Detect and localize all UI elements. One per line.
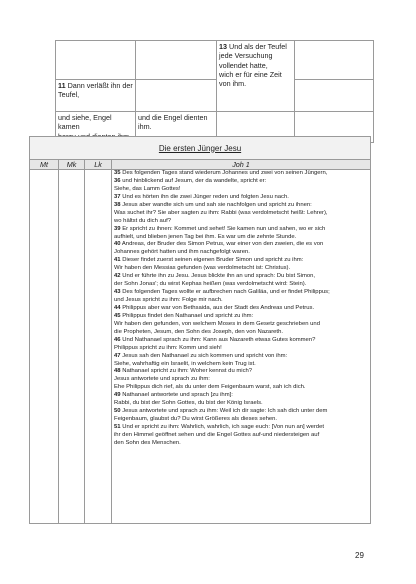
section-title-cell bbox=[30, 137, 371, 160]
cell-joh-empty-2 bbox=[295, 80, 374, 112]
verse-text: Jesus antwortete und sprach zu ihm: Weil ich dir sagte: Ich sah dich unter dem bbox=[122, 408, 328, 415]
verse-lines bbox=[114, 170, 368, 448]
verse-number: 49 bbox=[114, 392, 121, 399]
col-header-mk: Mk bbox=[59, 160, 85, 170]
verse-line bbox=[114, 313, 368, 321]
verse-text: aufhielt, und blieben jenen Tag bei ihm. Es war um die zehnte Stunde. bbox=[114, 233, 297, 240]
verse-number: 41 bbox=[114, 257, 121, 264]
verse-line bbox=[114, 186, 368, 194]
verse-text: ihm. bbox=[138, 122, 152, 132]
verse-text: ihr den Himmel geöffnet sehen und die Engel Gottes auf-und niedersteigen auf bbox=[114, 431, 320, 438]
verse-line bbox=[114, 353, 368, 361]
verse-line bbox=[114, 440, 368, 448]
parallel-table-disciples bbox=[29, 136, 371, 524]
verse-text: Johannes gehört hatten und ihm nachgefolgt waren. bbox=[114, 249, 250, 256]
verse-line bbox=[114, 281, 368, 289]
verse-number: 51 bbox=[114, 424, 121, 430]
verse-text: Des folgenden Tages stand wiederum Johannes und zwei von seinen Jüngern, bbox=[122, 170, 328, 176]
verse-text: Ehe Philippus dich rief, als du unter dem Feigenbaum warst, sah ich dich. bbox=[114, 384, 306, 391]
verse-text: und hinblickend auf Jesum, der da wandelte, spricht er: bbox=[122, 177, 267, 184]
verse-text: von ihm. bbox=[219, 79, 247, 89]
page-number: 29 bbox=[355, 551, 364, 560]
cell-mk-body bbox=[59, 170, 85, 524]
cell-lk-body bbox=[85, 170, 112, 524]
verse-number: 47 bbox=[114, 352, 121, 359]
verse-text: Und Nathanael sprach zu ihm: Kann aus Nazareth etwas Gutes kommen? bbox=[122, 336, 316, 343]
col-header-mt: Mt bbox=[30, 160, 59, 170]
verse-number: 38 bbox=[114, 201, 121, 208]
verse-line bbox=[114, 234, 368, 242]
verse-number: 45 bbox=[114, 312, 121, 319]
verse-line bbox=[114, 400, 368, 408]
verse-text: Andreas, der Bruder des Simon Petrus, war einer von den zweien, die es von bbox=[121, 241, 324, 248]
verse-number: 48 bbox=[114, 368, 121, 375]
verse-text: und die Engel dienten bbox=[138, 113, 208, 122]
verse-text: Er spricht zu ihnen: Kommet und sehet! Sie kamen nun und sahen, wo er sich bbox=[122, 225, 326, 232]
verse-number: 44 bbox=[114, 304, 121, 311]
verse-text: Philippus spricht zu ihm: Komm und sieh! bbox=[114, 344, 222, 351]
verse-number: 37 bbox=[114, 193, 121, 200]
verse-line bbox=[114, 202, 368, 210]
verse-text: Und als der Teufel bbox=[229, 42, 287, 51]
verse-line bbox=[114, 321, 368, 329]
cell-joh-empty bbox=[295, 41, 374, 80]
verse-line bbox=[114, 218, 368, 226]
verse-text: jede Versuchung bbox=[219, 51, 273, 61]
verse-text: Siehe, wahrhaftig ein Israelit, in welchem kein Trug ist. bbox=[114, 360, 256, 367]
verse-line bbox=[114, 257, 368, 265]
verse-number: 40 bbox=[114, 241, 121, 248]
verse-text: Was suchet ihr? Sie aber sagten zu ihm: Rabbi (was verdolmetscht heißt: Lehrer), bbox=[114, 209, 328, 216]
verse-line bbox=[114, 361, 368, 369]
verse-text: Jesus sah den Nathanael zu sich kommen und spricht von ihm: bbox=[122, 352, 288, 359]
verse-text: Jesus antwortete und sprach zu ihm: bbox=[114, 376, 210, 383]
verse-line bbox=[114, 416, 368, 424]
verse-text: vollendet hatte, bbox=[219, 60, 268, 70]
verse-line bbox=[114, 289, 368, 297]
cell-mt-body bbox=[30, 170, 59, 524]
verse-number: 46 bbox=[114, 336, 121, 343]
verse-line bbox=[114, 170, 368, 178]
verse-text: Jesus aber wandte sich um und sah sie nachfolgen und spricht zu ihnen: bbox=[122, 201, 312, 208]
verse-line bbox=[114, 305, 368, 313]
verse-text: Des folgenden Tages wollte er aufbrechen nach Galiläa, und er findet Philippus; bbox=[122, 289, 330, 296]
verse-number: 39 bbox=[114, 225, 121, 232]
verse-number: 36 bbox=[114, 177, 121, 184]
cell-joh-body bbox=[112, 170, 371, 524]
verse-text: der Sohn Jonas'; du wirst Kephas heißen (was verdolmetscht wird: Stein). bbox=[114, 281, 307, 288]
cell-mk-empty bbox=[136, 41, 217, 80]
verse-text: wich er für eine Zeit bbox=[219, 69, 282, 79]
verse-line bbox=[114, 337, 368, 345]
verse-line bbox=[114, 265, 368, 273]
verse-text: Und er führte ihn zu Jesu. Jesus blickte ihn an und sprach: Du bist Simon, bbox=[122, 273, 316, 280]
verse-number: 11 bbox=[58, 81, 66, 90]
verse-number: 50 bbox=[114, 408, 121, 415]
verse-line bbox=[114, 249, 368, 257]
verse-text: die Propheten, Jesum, den Sohn des Joseph, den von Nazareth. bbox=[114, 328, 283, 335]
verse-text: Dieser findet zuerst seinen eigenen Bruder Simon und spricht zu ihm: bbox=[122, 257, 304, 264]
verse-text: wo hältst du dich auf? bbox=[114, 217, 171, 224]
verse-line bbox=[114, 384, 368, 392]
verse-line bbox=[114, 178, 368, 186]
verse-line bbox=[114, 376, 368, 384]
verse-text: den Sohn des Menschen. bbox=[114, 439, 181, 446]
cell-mt-v11-upper bbox=[56, 80, 136, 112]
verse-text: und siehe, Engel kamen bbox=[58, 113, 112, 132]
verse-text: Nathanael antwortete und sprach [zu ihm]: bbox=[122, 392, 233, 399]
verse-text: Dann verläßt ihn der bbox=[67, 81, 133, 90]
verse-text: Philippus aber war von Bethsaida, aus der Stadt des Andreas und Petrus. bbox=[122, 304, 315, 311]
verse-text: Philippus findet den Nathanael und spricht zu ihm: bbox=[122, 312, 254, 319]
verse-line bbox=[114, 194, 368, 202]
verse-number: 43 bbox=[114, 289, 121, 296]
verse-number: 42 bbox=[114, 273, 121, 280]
verse-text: Rabbi, du bist der Sohn Gottes, du bist der König Israels. bbox=[114, 400, 263, 407]
verse-line bbox=[114, 432, 368, 440]
cell-lk-v13 bbox=[217, 41, 295, 112]
verse-line bbox=[114, 241, 368, 249]
verse-text: Feigenbaum, glaubst du? Du wirst Größeres als dieses sehen. bbox=[114, 416, 278, 423]
verse-line bbox=[114, 408, 368, 416]
verse-text: Nathanael spricht zu ihm: Woher kennst du mich? bbox=[122, 368, 253, 375]
verse-line bbox=[114, 368, 368, 376]
verse-line bbox=[114, 226, 368, 234]
verse-number: 35 bbox=[114, 170, 121, 176]
verse-line bbox=[114, 329, 368, 337]
parallel-table-top bbox=[55, 40, 374, 143]
verse-line bbox=[114, 424, 368, 432]
verse-text: Teufel, bbox=[58, 90, 80, 100]
verse-text: Und es hörten ihn die zwei Jünger reden und folgten Jesu nach. bbox=[122, 193, 289, 200]
cell-mk-empty-2 bbox=[136, 80, 217, 112]
verse-line bbox=[114, 297, 368, 305]
verse-text: Wir haben den gefunden, von welchem Moses in dem Gesetz geschrieben und bbox=[114, 320, 320, 327]
verse-number: 13 bbox=[219, 42, 227, 51]
col-header-lk: Lk bbox=[85, 160, 112, 170]
verse-text: und Jesus spricht zu ihm: Folge mir nach. bbox=[114, 297, 223, 303]
section-title: Die ersten Jünger Jesu bbox=[158, 143, 242, 153]
verse-text: Und er spricht zu ihm: Wahrlich, wahrlich, ich sage euch: [Von nun an] werdet bbox=[122, 424, 324, 430]
cell-mt-empty bbox=[56, 41, 136, 80]
verse-text: Siehe, das Lamm Gottes! bbox=[114, 185, 181, 192]
verse-line bbox=[114, 392, 368, 400]
col-header-joh: Joh 1 bbox=[112, 160, 371, 170]
verse-text: Wir haben den Messias gefunden (was verdolmetscht ist: Christus). bbox=[114, 265, 291, 272]
verse-line bbox=[114, 210, 368, 218]
verse-line bbox=[114, 273, 368, 281]
verse-line bbox=[114, 345, 368, 353]
